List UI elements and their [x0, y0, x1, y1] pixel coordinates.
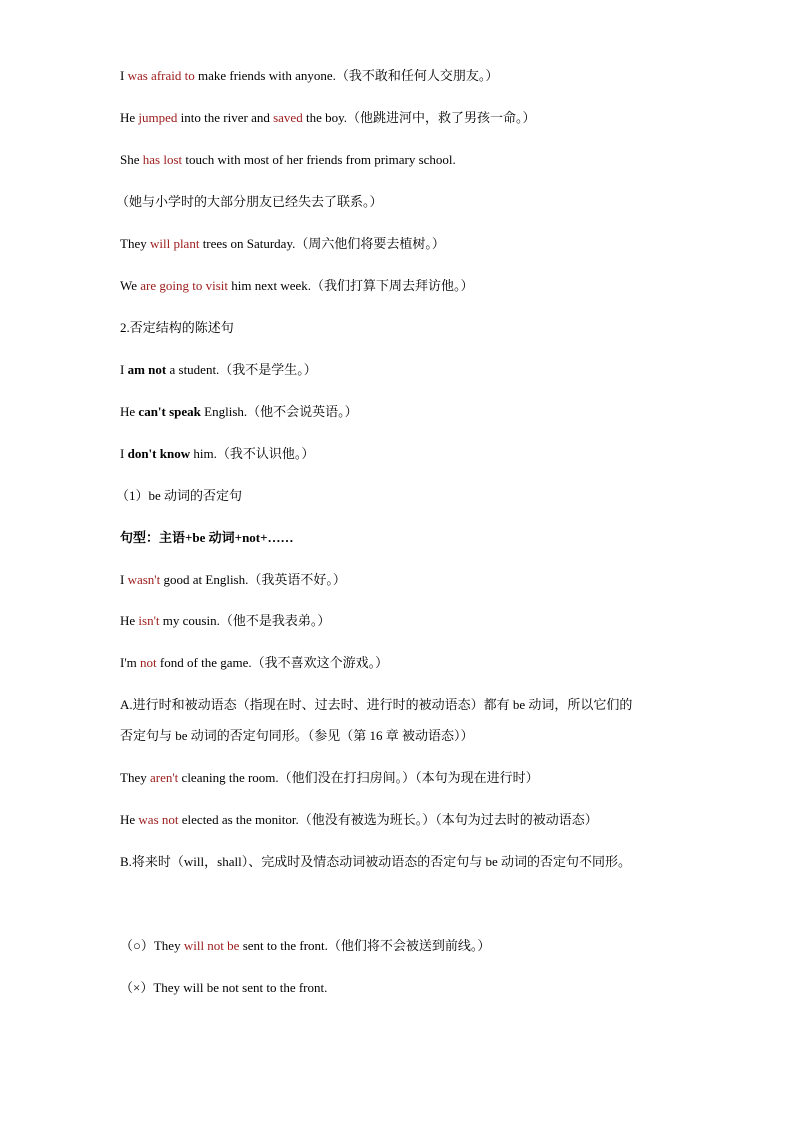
highlighted-verb: was afraid to [127, 68, 195, 83]
highlighted-verb: has lost [142, 152, 183, 167]
example-sentence: I was afraid to make friends with anyone.（我不敢和任何人交朋友。） [120, 68, 499, 83]
bold-verb: don't know [127, 446, 191, 461]
translation-line: （她与小学时的大部分朋友已经失去了联系。） [116, 194, 383, 209]
bold-verb: am not [127, 362, 167, 377]
example-sentence: I don't know him.（我不认识他。） [120, 446, 315, 461]
correct-example: （○）They will not be sent to the front.（他们将不会被送到前线。） [120, 938, 491, 953]
example-sentence: We are going to visit him next week.（我们打算下周去拜访他。） [120, 278, 474, 293]
highlighted-verb: are going to visit [140, 278, 228, 293]
highlighted-verb: saved [273, 110, 303, 125]
highlighted-verb: jumped [138, 110, 178, 125]
highlighted-verb: will plant [149, 236, 200, 251]
note-paragraph: A.进行时和被动语态（指现在时、过去时、进行时的被动语态）都有 be 动词，所以它们的 [120, 697, 633, 712]
example-sentence: I wasn't good at English.（我英语不好。） [120, 572, 346, 587]
example-sentence: He was not elected as the monitor.（他没有被选为班长。）（本句为过去时的被动语态） [120, 812, 598, 827]
note-paragraph: B.将来时（will，shall）、完成时及情态动词被动语态的否定句与 be 动词的否定句不同形。 [120, 854, 631, 869]
example-sentence: He can't speak English.（他不会说英语。） [120, 404, 358, 419]
example-sentence: He isn't my cousin.（他不是我表弟。） [120, 613, 331, 628]
bold-verb: can't speak [138, 404, 201, 419]
section-heading: 2.否定结构的陈述句 [120, 320, 234, 335]
example-sentence: I'm not fond of the game.（我不喜欢这个游戏。） [120, 655, 389, 670]
highlighted-verb: wasn't [127, 572, 161, 587]
example-sentence: He jumped into the river and saved the boy.（他跳进河中，救了男孩一命。） [120, 110, 536, 125]
example-sentence: I am not a student.（我不是学生。） [120, 362, 317, 377]
example-sentence: They will plant trees on Saturday.（周六他们将要去植树。） [120, 236, 445, 251]
highlighted-verb: will not be [183, 938, 240, 953]
subsection-heading: （1）be 动词的否定句 [116, 488, 243, 503]
example-sentence: They aren't cleaning the room.（他们没在打扫房间。）（本句为现在进行时） [120, 770, 539, 785]
highlighted-verb: isn't [138, 613, 160, 628]
note-paragraph: 否定句与 be 动词的否定句同形。（参见（第 16 章 被动语态）） [120, 728, 474, 743]
highlighted-verb: not [140, 655, 157, 670]
highlighted-verb: was not [138, 812, 179, 827]
incorrect-example: （×）They will be not sent to the front. [120, 980, 328, 995]
example-sentence: She has lost touch with most of her friends from primary school. [120, 152, 456, 167]
highlighted-verb: aren't [149, 770, 179, 785]
sentence-pattern: 句型：主语+be 动词+not+…… [120, 530, 294, 545]
